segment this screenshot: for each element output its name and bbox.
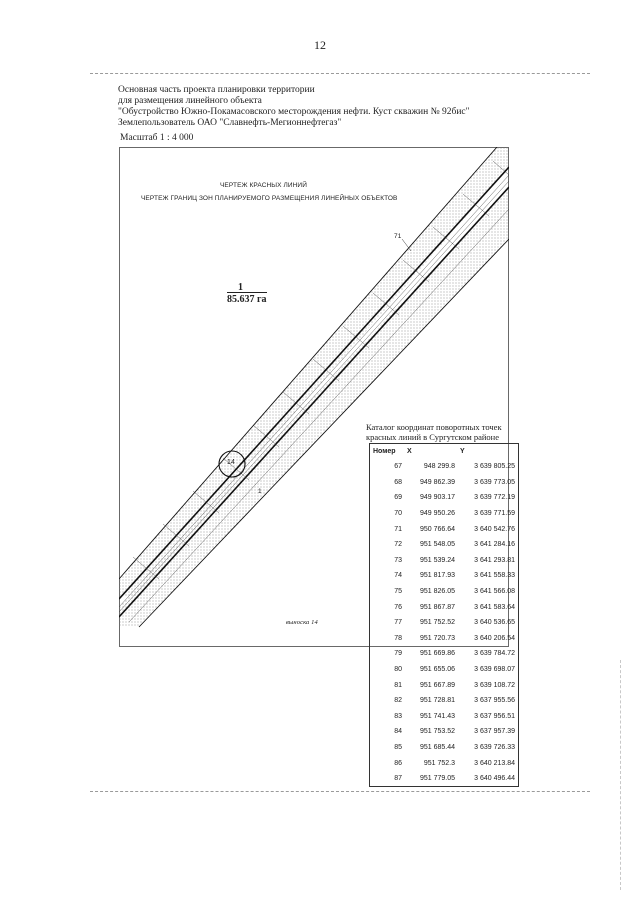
coord-x: 949 903.17 [419,494,455,502]
coord-y: 3 639 772.19 [474,494,515,502]
table-row [370,724,519,740]
table-row [370,631,519,647]
marker-label: 14 [227,459,235,466]
coord-y: 3 637 955.56 [474,697,515,705]
coord-x: 951 817.93 [419,572,455,580]
scale-label: Масштаб 1 : 4 000 [120,133,194,143]
coord-y: 3 640 206.54 [474,634,515,642]
coord-x: 950 766.64 [419,525,455,533]
header-line: Землепользователь ОАО "Славнефть-Мегионнефтегаз" [118,118,342,128]
coord-x: 951 752.3 [423,759,455,767]
point-number: 80 [394,666,402,674]
point-number: 73 [394,556,402,564]
callout-label: вынoска 14 [286,619,318,626]
coord-x: 951 685.44 [419,743,455,751]
coord-y: 3 637 956.51 [474,712,515,720]
table-row [370,740,519,756]
header-line: "Обустройство Южно-Покамасовского месторождения нефти. Куст скважин № 92бис" [118,107,470,117]
point-number: 70 [394,510,402,518]
coord-y: 3 637 957.39 [474,728,515,736]
point-number: 68 [394,478,402,486]
coord-x: 948 299.8 [423,463,455,471]
point-number: 82 [394,697,402,705]
header-block [118,85,470,129]
table-row [370,506,519,522]
table-row [370,537,519,553]
coord-y: 3 639 771.59 [474,510,515,518]
point-number: 86 [394,759,402,767]
edge-dashes [620,660,621,890]
column-header-x: X [407,448,412,455]
table-row [370,475,519,491]
catalog-title-line: красных линий в Сургутском районе [366,432,499,442]
column-header-y: Y [460,448,465,455]
point-number: 79 [394,650,402,658]
coord-x: 951 548.05 [419,541,455,549]
coord-x: 951 826.05 [419,588,455,596]
table-row [370,584,519,600]
point-number: 81 [394,681,402,689]
point-number: 78 [394,634,402,642]
parcel-area: 85.637 га [227,294,267,305]
point-label-1: 1 [258,488,262,495]
table-row [370,662,519,678]
coord-y: 3 641 284.16 [474,541,515,549]
table-row [370,459,519,475]
point-number: 69 [394,494,402,502]
table-row [370,490,519,506]
table-row [370,677,519,693]
coord-x: 951 753.52 [419,728,455,736]
coord-y: 3 640 536.65 [474,619,515,627]
coord-y: 3 639 784.72 [474,650,515,658]
coord-x: 951 728.81 [419,697,455,705]
point-number: 84 [394,728,402,736]
point-number: 72 [394,541,402,549]
table-row [370,599,519,615]
leader-line-71 [402,239,411,251]
point-number: 75 [394,588,402,596]
point-number: 85 [394,743,402,751]
coord-y: 3 639 805.25 [474,463,515,471]
header-line: для размещения линейного объекта [118,96,262,106]
catalog-title-line: Каталог координат поворотных точек [366,422,502,432]
point-number: 71 [394,525,402,533]
table-row [370,568,519,584]
coord-y: 3 640 542.76 [474,525,515,533]
coord-y: 3 639 698.07 [474,666,515,674]
parcel-number: 1 [238,282,243,293]
point-number: 77 [394,619,402,627]
table-header-row [370,444,519,460]
header-line: Основная часть проекта планировки территории [118,85,315,95]
coord-y: 3 639 108.72 [474,681,515,689]
coord-x: 951 752.52 [419,619,455,627]
catalog-title [366,422,502,442]
point-number: 76 [394,603,402,611]
coord-y: 3 641 293.81 [474,556,515,564]
map-title-red-lines: ЧЕРТЕЖ КРАСНЫХ ЛИНИЙ [220,182,307,189]
coord-y: 3 639 726.33 [474,743,515,751]
coord-x: 951 867.87 [419,603,455,611]
column-header-number: Номер [373,448,396,455]
coord-x: 949 862.39 [419,478,455,486]
point-number: 83 [394,712,402,720]
coord-x: 951 741.43 [419,712,455,720]
coord-y: 3 641 566.08 [474,588,515,596]
table-row [370,771,519,787]
coord-y: 3 639 773.05 [474,478,515,486]
table-row [370,755,519,771]
coord-y: 3 641 583.64 [474,603,515,611]
coord-x: 951 667.89 [419,681,455,689]
table-row [370,521,519,537]
table-row [370,553,519,569]
table-row [370,615,519,631]
coordinates-table [369,443,519,787]
map-title-zones: ЧЕРТЕЖ ГРАНИЦ ЗОН ПЛАНИРУЕМОГО РАЗМЕЩЕНИЯ ЛИНЕЙНЫХ ОБЪЕКТОВ [141,195,398,202]
table-row [370,693,519,709]
coord-x: 949 950.26 [419,510,455,518]
coord-y: 3 640 213.84 [474,759,515,767]
table-row [370,709,519,725]
coord-x: 951 655.06 [419,666,455,674]
coord-x: 951 539.24 [419,556,455,564]
point-number: 67 [394,463,402,471]
coord-x: 951 720.73 [419,634,455,642]
table-row [370,646,519,662]
page-number: 12 [314,38,326,52]
coord-y: 3 640 496.44 [474,775,515,783]
coord-y: 3 641 558.33 [474,572,515,580]
point-number: 74 [394,572,402,580]
point-label-71: 71 [394,233,402,240]
coord-x: 951 669.86 [419,650,455,658]
point-number: 87 [394,775,402,783]
coord-x: 951 779.05 [419,775,455,783]
